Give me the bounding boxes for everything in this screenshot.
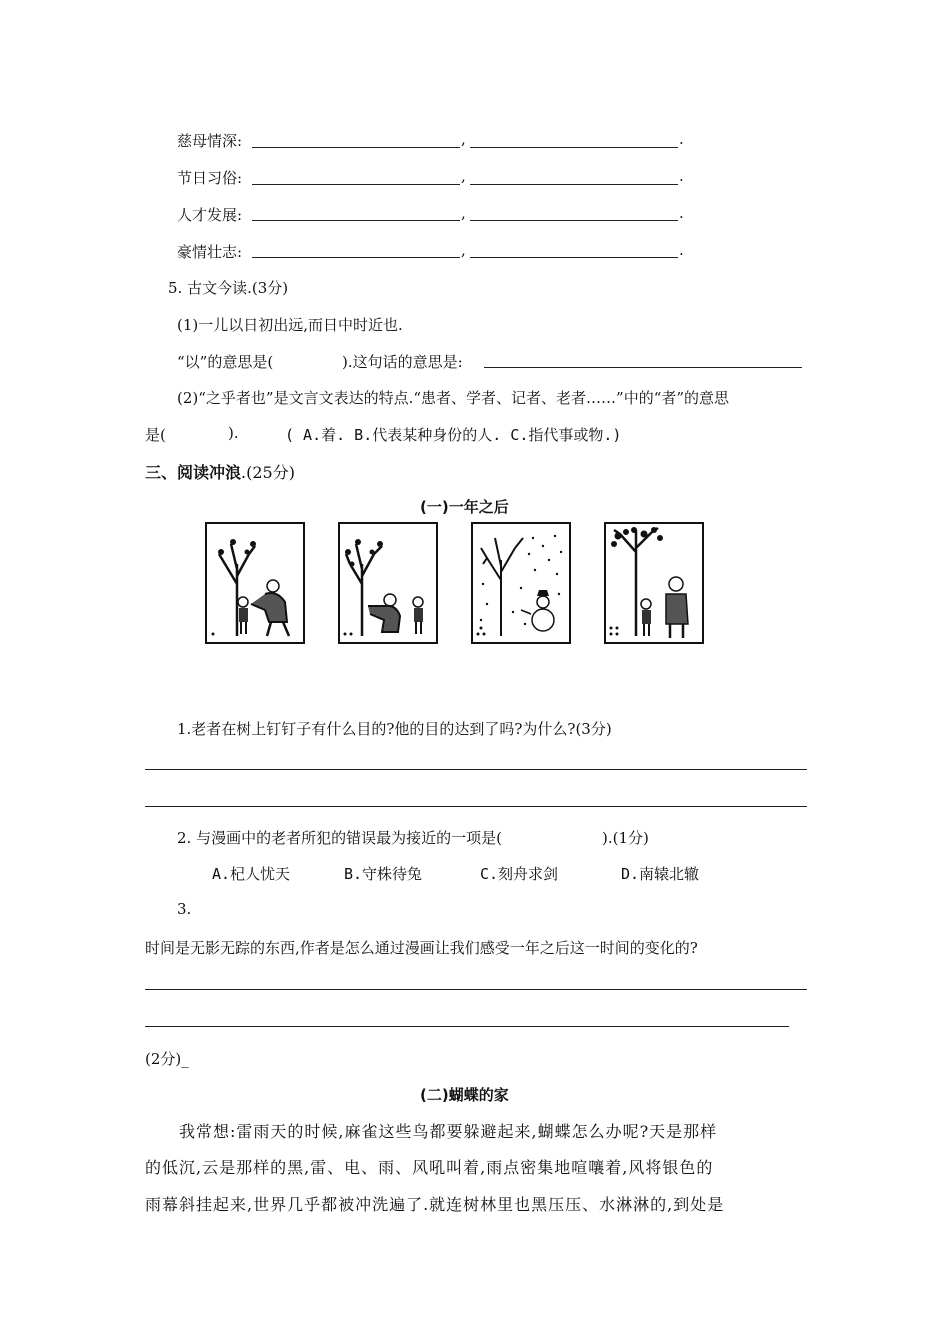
idiom-label: 慈母情深: [177, 132, 243, 150]
comic-image-2 [340, 524, 436, 642]
answer-line[interactable] [145, 806, 807, 807]
end-mark: . [679, 241, 684, 259]
reading1-q1: 1.老者在树上钉钉子有什么目的?他的目的达到了吗?为什么?(3分) [177, 720, 612, 738]
reading2-line-3: 雨幕斜挂起来,世界几乎都被冲洗遍了.就连树林里也黑压压、水淋淋的,到处是 [145, 1195, 725, 1214]
answer-blank[interactable] [470, 220, 678, 221]
comic-image-1 [207, 524, 303, 642]
separator: , [461, 241, 466, 259]
q2-option-d[interactable]: D.南辕北辙 [621, 865, 700, 883]
q5-title: 5. 古文今读.(3分) [168, 279, 289, 297]
q5-part2-line1: (2)“之乎者也”是文言文表达的特点.“患者、学者、记者、老者……”中的“者”的意思 [177, 389, 730, 407]
answer-line[interactable] [145, 1026, 789, 1027]
comic-panel-4 [604, 522, 704, 644]
q5-options: ( A.着. B.代表某种身份的人. C.指代事或物.) [285, 426, 622, 444]
q5-sentence: (1)一儿以日初出远,而日中时近也. [177, 316, 403, 334]
q2-option-c[interactable]: C.刻舟求剑 [480, 865, 559, 883]
reading1-q3-score: (2分)_ [145, 1050, 189, 1068]
answer-line[interactable] [145, 769, 807, 770]
reading1-q3-number: 3. [177, 900, 192, 918]
reading1-title: (一)一年之后 [420, 498, 509, 516]
answer-blank[interactable] [252, 147, 460, 148]
reading1-q3: 时间是无影无踪的东西,作者是怎么通过漫画让我们感受一年之后这一时间的变化的? [145, 939, 698, 957]
comic-image-3 [473, 524, 569, 642]
separator: , [461, 130, 466, 148]
idiom-label: 豪情壮志: [177, 243, 243, 261]
comic-panel-2 [338, 522, 438, 644]
q5-meaning-prompt-2: ).这句话的意思是: [342, 353, 463, 371]
comic-panel-3 [471, 522, 571, 644]
separator: , [461, 204, 466, 222]
section-title: 三、阅读冲浪 [145, 463, 242, 482]
q5-part2-line2: 是( [145, 426, 166, 444]
reading2-title: (二)蝴蝶的家 [420, 1086, 509, 1104]
section-heading [145, 460, 295, 483]
reading1-q2: 2. 与漫画中的老者所犯的错误最为接近的一项是( [177, 829, 502, 847]
section-score: .(25分) [241, 463, 295, 482]
reading1-q2-end: ).(1分) [602, 829, 649, 847]
q2-option-a[interactable]: A.杞人忧天 [212, 865, 291, 883]
separator: , [461, 167, 466, 185]
comic-image-4 [606, 524, 702, 642]
idiom-label: 人才发展: [177, 206, 243, 224]
answer-blank[interactable] [252, 220, 460, 221]
end-mark: . [679, 204, 684, 222]
end-mark: . [679, 167, 684, 185]
q5-meaning-prompt: “以”的意思是( [177, 353, 274, 371]
answer-blank[interactable] [484, 367, 802, 368]
answer-blank[interactable] [252, 257, 460, 258]
answer-blank[interactable] [252, 184, 460, 185]
answer-blank[interactable] [470, 184, 678, 185]
end-mark: . [679, 130, 684, 148]
answer-blank[interactable] [470, 257, 678, 258]
q5-part2-line2-end: ). [228, 424, 239, 442]
idiom-label: 节日习俗: [177, 169, 243, 187]
comic-panel-1 [205, 522, 305, 644]
q2-option-b[interactable]: B.守株待兔 [344, 865, 423, 883]
reading2-line-2: 的低沉,云是那样的黑,雷、电、雨、风吼叫着,雨点密集地喧嚷着,风将银色的 [145, 1158, 714, 1177]
reading2-line-1: 我常想:雷雨天的时候,麻雀这些鸟都要躲避起来,蝴蝶怎么办呢?天是那样 [179, 1122, 718, 1141]
answer-blank[interactable] [470, 147, 678, 148]
answer-line[interactable] [145, 989, 807, 990]
